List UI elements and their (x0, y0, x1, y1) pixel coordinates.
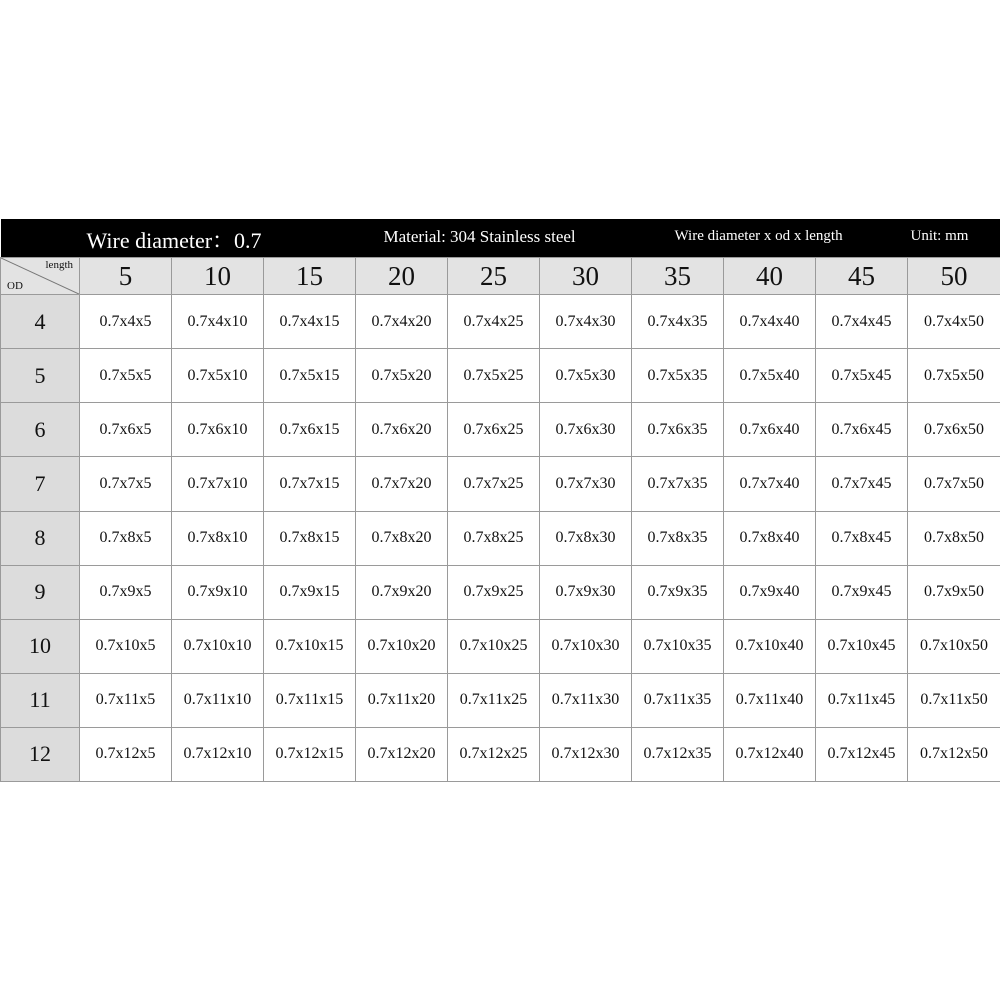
size-cell: 0.7x4x5 (80, 295, 172, 349)
table-row (1, 403, 1000, 457)
size-cell: 0.7x7x30 (540, 457, 632, 511)
table-row (1, 295, 1000, 349)
size-cell: 0.7x5x45 (816, 349, 908, 403)
size-cell: 0.7x12x25 (448, 727, 540, 781)
material-label: Material: 304 Stainless steel (383, 227, 576, 247)
size-cell: 0.7x4x50 (908, 295, 1000, 349)
size-cell: 0.7x7x35 (632, 457, 724, 511)
size-cell: 0.7x12x45 (816, 727, 908, 781)
size-cell: 0.7x7x10 (172, 457, 264, 511)
size-cell: 0.7x10x10 (172, 619, 264, 673)
size-cell: 0.7x7x45 (816, 457, 908, 511)
table-row (1, 565, 1000, 619)
length-header-cell: 15 (264, 258, 356, 295)
size-cell: 0.7x9x45 (816, 565, 908, 619)
size-cell: 0.7x12x40 (724, 727, 816, 781)
size-cell: 0.7x8x5 (80, 511, 172, 565)
size-cell: 0.7x9x30 (540, 565, 632, 619)
size-cell: 0.7x6x35 (632, 403, 724, 457)
size-cell: 0.7x5x10 (172, 349, 264, 403)
size-cell: 0.7x8x20 (356, 511, 448, 565)
length-header-cell: 45 (816, 258, 908, 295)
size-cell: 0.7x6x30 (540, 403, 632, 457)
size-cell: 0.7x7x20 (356, 457, 448, 511)
size-cell: 0.7x12x50 (908, 727, 1000, 781)
size-cell: 0.7x9x10 (172, 565, 264, 619)
size-cell: 0.7x5x35 (632, 349, 724, 403)
table-row (1, 349, 1000, 403)
size-cell: 0.7x10x15 (264, 619, 356, 673)
size-cell: 0.7x10x25 (448, 619, 540, 673)
od-cell: 6 (1, 403, 80, 457)
table-row (1, 619, 1000, 673)
od-axis-label: OD (7, 280, 23, 293)
naming-formula-label: Wire diameter x od x length (674, 228, 843, 245)
size-cell: 0.7x7x50 (908, 457, 1000, 511)
size-cell: 0.7x7x40 (724, 457, 816, 511)
length-header-cell: 50 (908, 258, 1000, 295)
size-cell: 0.7x9x20 (356, 565, 448, 619)
size-cell: 0.7x4x25 (448, 295, 540, 349)
size-cell: 0.7x11x10 (172, 673, 264, 727)
unit-label: Unit: mm (910, 228, 969, 245)
length-header-cell: 35 (632, 258, 724, 295)
size-cell: 0.7x10x50 (908, 619, 1000, 673)
size-cell: 0.7x11x45 (816, 673, 908, 727)
title-bar-cell (1, 219, 1000, 258)
size-cell: 0.7x10x30 (540, 619, 632, 673)
length-header-row (1, 258, 1000, 295)
length-header-cell: 25 (448, 258, 540, 295)
size-cell: 0.7x10x45 (816, 619, 908, 673)
table-row (1, 727, 1000, 781)
size-cell: 0.7x7x25 (448, 457, 540, 511)
size-cell: 0.7x4x10 (172, 295, 264, 349)
od-cell: 12 (1, 727, 80, 781)
size-cell: 0.7x8x40 (724, 511, 816, 565)
size-cell: 0.7x11x40 (724, 673, 816, 727)
size-cell: 0.7x9x50 (908, 565, 1000, 619)
wire-diameter-label: Wire diameter：0.7 (86, 228, 262, 254)
table-row (1, 457, 1000, 511)
size-cell: 0.7x11x20 (356, 673, 448, 727)
table-row (1, 511, 1000, 565)
size-cell: 0.7x12x15 (264, 727, 356, 781)
size-cell: 0.7x8x30 (540, 511, 632, 565)
size-cell: 0.7x9x15 (264, 565, 356, 619)
od-cell: 5 (1, 349, 80, 403)
size-cell: 0.7x11x25 (448, 673, 540, 727)
size-cell: 0.7x5x20 (356, 349, 448, 403)
size-cell: 0.7x4x45 (816, 295, 908, 349)
size-cell: 0.7x12x20 (356, 727, 448, 781)
od-cell: 4 (1, 295, 80, 349)
size-cell: 0.7x9x25 (448, 565, 540, 619)
size-cell: 0.7x5x5 (80, 349, 172, 403)
spring-size-table (0, 219, 1000, 782)
size-cell: 0.7x4x35 (632, 295, 724, 349)
size-cell: 0.7x5x30 (540, 349, 632, 403)
size-cell: 0.7x10x5 (80, 619, 172, 673)
title-bar-content (1, 219, 1000, 257)
size-cell: 0.7x12x5 (80, 727, 172, 781)
od-cell: 8 (1, 511, 80, 565)
size-cell: 0.7x12x30 (540, 727, 632, 781)
size-cell: 0.7x4x40 (724, 295, 816, 349)
size-cell: 0.7x5x50 (908, 349, 1000, 403)
size-cell: 0.7x8x10 (172, 511, 264, 565)
size-cell: 0.7x10x40 (724, 619, 816, 673)
od-cell: 11 (1, 673, 80, 727)
od-cell: 7 (1, 457, 80, 511)
size-cell: 0.7x5x40 (724, 349, 816, 403)
size-cell: 0.7x4x30 (540, 295, 632, 349)
size-cell: 0.7x8x15 (264, 511, 356, 565)
size-cell: 0.7x6x45 (816, 403, 908, 457)
size-cell: 0.7x6x20 (356, 403, 448, 457)
length-header-cell: 30 (540, 258, 632, 295)
size-cell: 0.7x7x15 (264, 457, 356, 511)
size-cell: 0.7x4x15 (264, 295, 356, 349)
size-cell: 0.7x9x35 (632, 565, 724, 619)
size-cell: 0.7x6x10 (172, 403, 264, 457)
title-bar (1, 219, 1000, 258)
size-cell: 0.7x7x5 (80, 457, 172, 511)
size-cell: 0.7x6x5 (80, 403, 172, 457)
size-cell: 0.7x8x25 (448, 511, 540, 565)
size-cell: 0.7x6x25 (448, 403, 540, 457)
size-cell: 0.7x9x5 (80, 565, 172, 619)
length-header-cell: 5 (80, 258, 172, 295)
size-cell: 0.7x8x45 (816, 511, 908, 565)
size-cell: 0.7x6x15 (264, 403, 356, 457)
size-cell: 0.7x5x15 (264, 349, 356, 403)
size-cell: 0.7x8x35 (632, 511, 724, 565)
size-cell: 0.7x6x50 (908, 403, 1000, 457)
size-cell: 0.7x12x35 (632, 727, 724, 781)
size-cell: 0.7x12x10 (172, 727, 264, 781)
size-cell: 0.7x4x20 (356, 295, 448, 349)
size-cell: 0.7x11x15 (264, 673, 356, 727)
od-cell: 10 (1, 619, 80, 673)
table-row (1, 673, 1000, 727)
size-cell: 0.7x10x35 (632, 619, 724, 673)
size-cell: 0.7x11x50 (908, 673, 1000, 727)
length-axis-label: length (45, 259, 73, 272)
size-cell: 0.7x11x30 (540, 673, 632, 727)
length-header-cell: 10 (172, 258, 264, 295)
od-cell: 9 (1, 565, 80, 619)
size-cell: 0.7x10x20 (356, 619, 448, 673)
size-cell: 0.7x6x40 (724, 403, 816, 457)
size-cell: 0.7x11x5 (80, 673, 172, 727)
length-header-cell: 20 (356, 258, 448, 295)
size-cell: 0.7x8x50 (908, 511, 1000, 565)
size-cell: 0.7x11x35 (632, 673, 724, 727)
length-header-cell: 40 (724, 258, 816, 295)
corner-header-cell (1, 258, 80, 295)
size-cell: 0.7x9x40 (724, 565, 816, 619)
size-cell: 0.7x5x25 (448, 349, 540, 403)
